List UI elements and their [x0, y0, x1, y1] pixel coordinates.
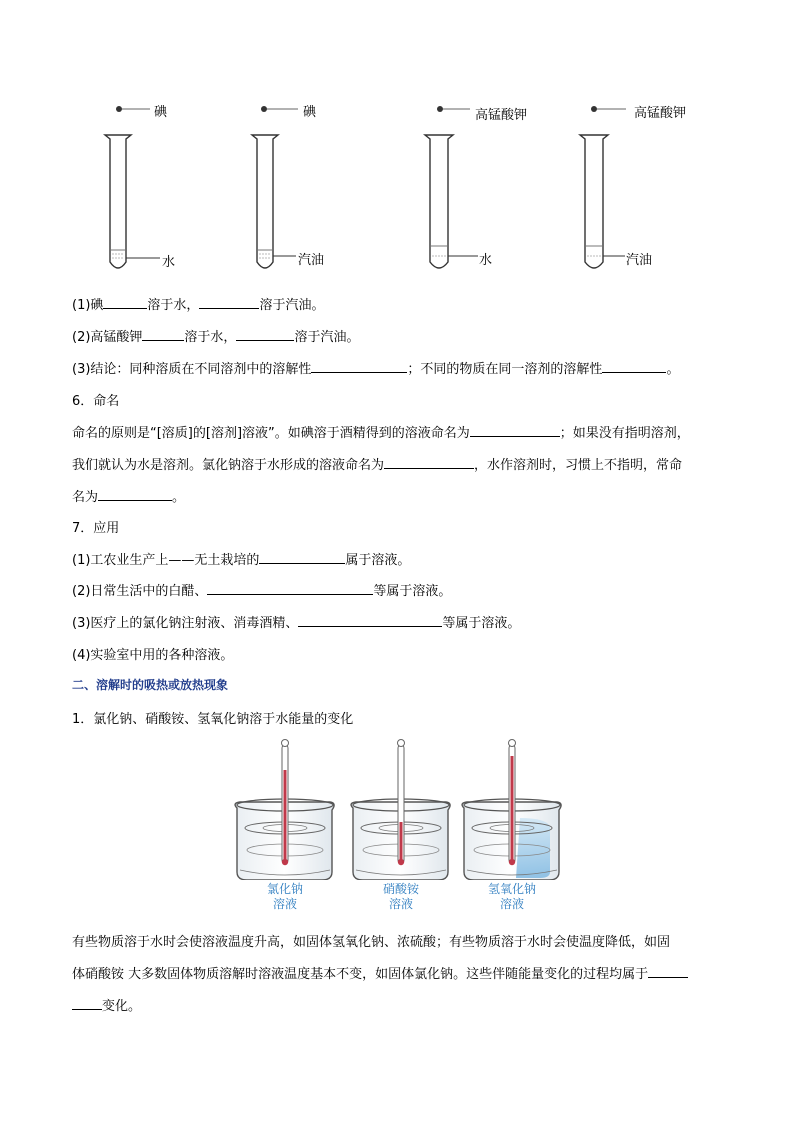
beaker-2-label: 硝酸铵 溶液: [382, 882, 419, 911]
beaker-3-label: 氢氧化钠 溶液: [487, 882, 536, 911]
section-7-heading: 7．应用: [72, 521, 120, 536]
section-2-item-1: 1．氯化钠、硝酸铵、氢氧化钠溶于水能量的变化: [72, 712, 354, 727]
answer-blank[interactable]: [648, 965, 688, 978]
q5-line-3: (3)结论：同种溶质在不同溶剂中的溶解性 ；不同的物质在同一溶剂的溶解性 。: [72, 362, 680, 377]
para-line-3: 变化。: [72, 995, 141, 1014]
para-line-1: 有些物质溶于水时会使溶液温度升高，如固体氢氧化钠、浓硫酸；有些物质溶于水时会使温度降低，如固: [72, 935, 671, 950]
tube-2-solvent-label: 汽油: [298, 253, 325, 268]
q5-line-1: (1)碘 溶于水， 溶于汽油。: [72, 298, 325, 313]
answer-blank[interactable]: [72, 997, 102, 1010]
q5-line-2: (2)高锰酸钾 溶于水， 溶于汽油。: [72, 330, 360, 345]
tube-4-solute-label: 高锰酸钾: [634, 106, 687, 121]
s6-line-2: 我们就认为水是溶剂。氯化钠溶于水形成的溶液命名为 ，水作溶剂时，习惯上不指明，常命: [72, 458, 683, 473]
s7-line-4: (4)实验室中用的各种溶液。: [72, 648, 234, 663]
tube-3-solvent-label: 水: [479, 253, 493, 268]
tube-1-solvent-label: 水: [162, 255, 176, 270]
beaker-3: [462, 740, 561, 881]
s6-line-1: 命名的原则是“[溶质]的[溶剂]溶液”。如碘溶于酒精得到的溶液命名为 ；如果没有指明溶剂，: [72, 426, 690, 441]
s7-line-1: (1)工农业生产上——无土栽培的 属于溶液。: [72, 553, 411, 568]
beaker-1-label: 氯化钠 溶液: [266, 882, 303, 911]
s7-line-3: (3)医疗上的氯化钠注射液、消毒酒精、 等属于溶液。: [72, 616, 521, 631]
beaker-1: [235, 740, 334, 881]
s7-line-2: (2)日常生活中的白醋、 等属于溶液。: [72, 584, 452, 599]
section-2-title: 二、溶解时的吸热或放热现象: [72, 678, 229, 692]
s6-line-3: 名为 。: [72, 490, 186, 505]
tube-2-solute-label: 碘: [303, 105, 317, 120]
tube-3-solute-label: 高锰酸钾: [475, 108, 528, 123]
tube-1-solute-label: 碘: [154, 105, 168, 120]
tube-4-solvent-label: 汽油: [626, 253, 653, 268]
section-6-heading: 6．命名: [72, 394, 120, 409]
para-line-2: 体硝酸铵 大多数固体物质溶解时溶液温度基本不变，如固体氯化钠。这些伴随能量变化的过程均属于: [72, 963, 688, 982]
beaker-2: [351, 740, 450, 881]
